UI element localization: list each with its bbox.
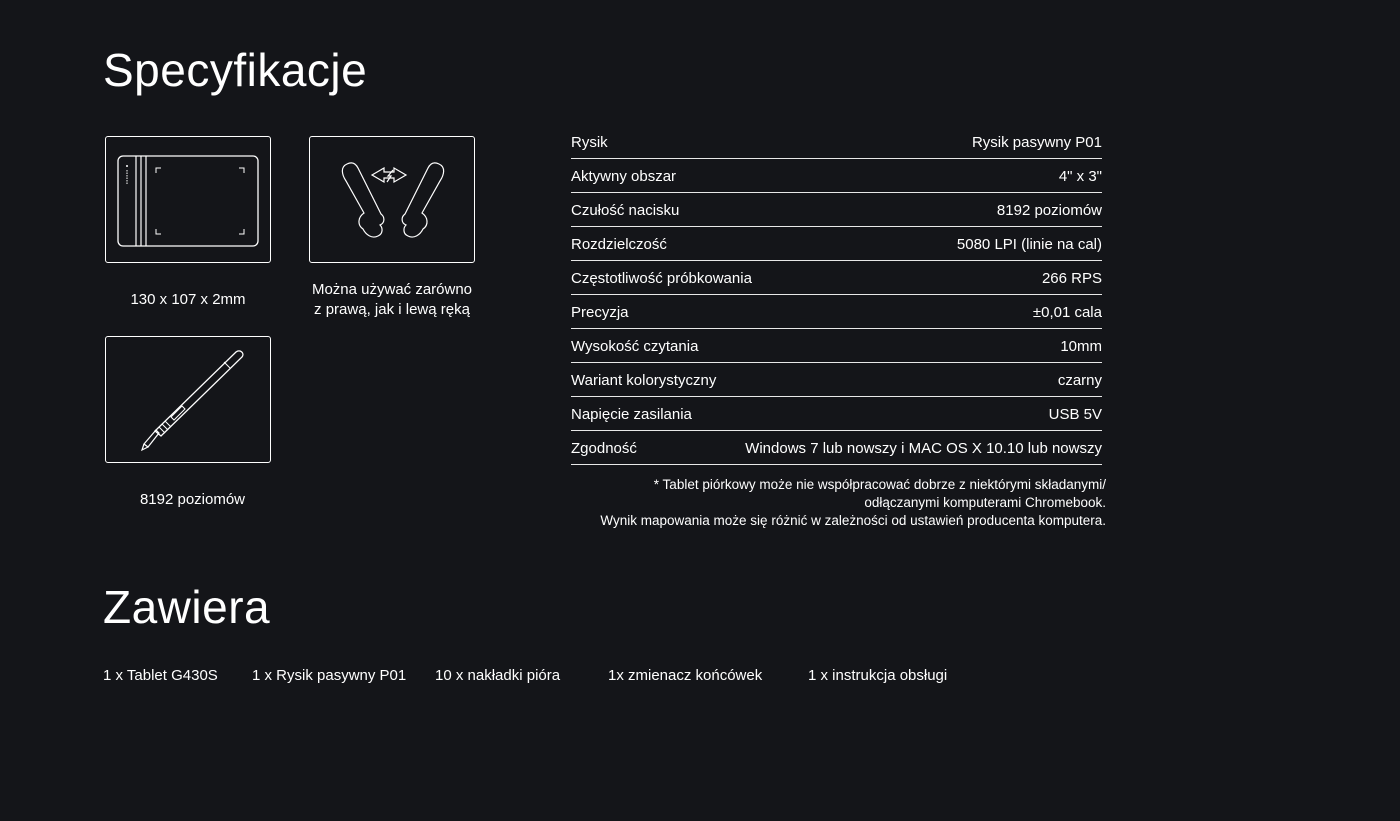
spec-label: Rysik [571, 133, 608, 151]
stylus-pen-icon [106, 337, 272, 464]
tablet-card [105, 136, 271, 263]
spec-row [571, 398, 1102, 431]
contents-item: 1 x Tablet G430S [103, 667, 218, 684]
spec-label: Wariant kolorystyczny [571, 371, 717, 389]
stylus-card [105, 336, 271, 463]
spec-row [571, 296, 1102, 329]
caption-line: Można używać zarówno [311, 281, 473, 298]
footnote-line: odłączanymi komputerami Chromebook. [864, 495, 1106, 510]
contents-title: Zawiera [103, 581, 271, 633]
spec-row [571, 262, 1102, 295]
spec-value: 5080 LPI (linie na cal) [956, 235, 1102, 253]
spec-row [571, 126, 1102, 159]
spec-label: Rozdzielczość [571, 235, 667, 253]
contents-item: 1 x instrukcja obsługi [808, 667, 948, 684]
spec-label: Czułość nacisku [571, 201, 680, 219]
footnote-line: * Tablet piórkowy może nie współpracować dobrze z niektórymi składanymi/ [653, 477, 1106, 492]
spec-label: Zgodność [571, 439, 637, 457]
caption-line: 130 x 107 x 2mm [130, 291, 246, 308]
spec-value: 266 RPS [1041, 269, 1102, 287]
spec-label: Precyzja [571, 303, 629, 321]
spec-value: 4" x 3" [1058, 167, 1102, 185]
contents-item: 1x zmienacz końcówek [608, 667, 763, 684]
spec-label: Aktywny obszar [571, 167, 677, 185]
spec-row [571, 330, 1102, 363]
spec-footnote [540, 476, 1106, 530]
specs-title: Specyfikacje [103, 44, 368, 96]
contents-item: 1 x Rysik pasywny P01 [252, 667, 407, 684]
spec-row [571, 194, 1102, 227]
spec-value: USB 5V [1048, 405, 1102, 423]
spec-row [571, 160, 1102, 193]
ambidextrous-caption [292, 280, 492, 320]
tablet-size-caption [105, 290, 271, 310]
tablet-icon [106, 137, 272, 264]
caption-line: z prawą, jak i lewą ręką [314, 301, 470, 318]
spec-value: Rysik pasywny P01 [971, 133, 1102, 151]
spec-row [571, 228, 1102, 261]
footnote-line: Wynik mapowania może się różnić w zależności od ustawień producenta komputera. [600, 513, 1106, 528]
contents-list [0, 667, 1400, 687]
spec-value: 10mm [1060, 337, 1102, 355]
pressure-caption [105, 490, 280, 510]
ambidextrous-hands-icon [310, 137, 476, 264]
spec-label: Częstotliwość próbkowania [571, 269, 752, 287]
spec-label: Wysokość czytania [571, 337, 699, 355]
spec-value: ±0,01 cala [1032, 303, 1102, 321]
spec-table [571, 126, 1102, 466]
spec-row [571, 364, 1102, 397]
spec-row [571, 432, 1102, 465]
spec-value: Windows 7 lub nowszy i MAC OS X 10.10 lub nowszy [745, 439, 1102, 457]
ambidextrous-card [309, 136, 475, 263]
spec-label: Napięcie zasilania [571, 405, 692, 423]
caption-line: 8192 poziomów [139, 491, 246, 508]
spec-value: 8192 poziomów [996, 201, 1102, 219]
contents-item: 10 x nakładki pióra [435, 667, 561, 684]
spec-value: czarny [1057, 371, 1102, 389]
